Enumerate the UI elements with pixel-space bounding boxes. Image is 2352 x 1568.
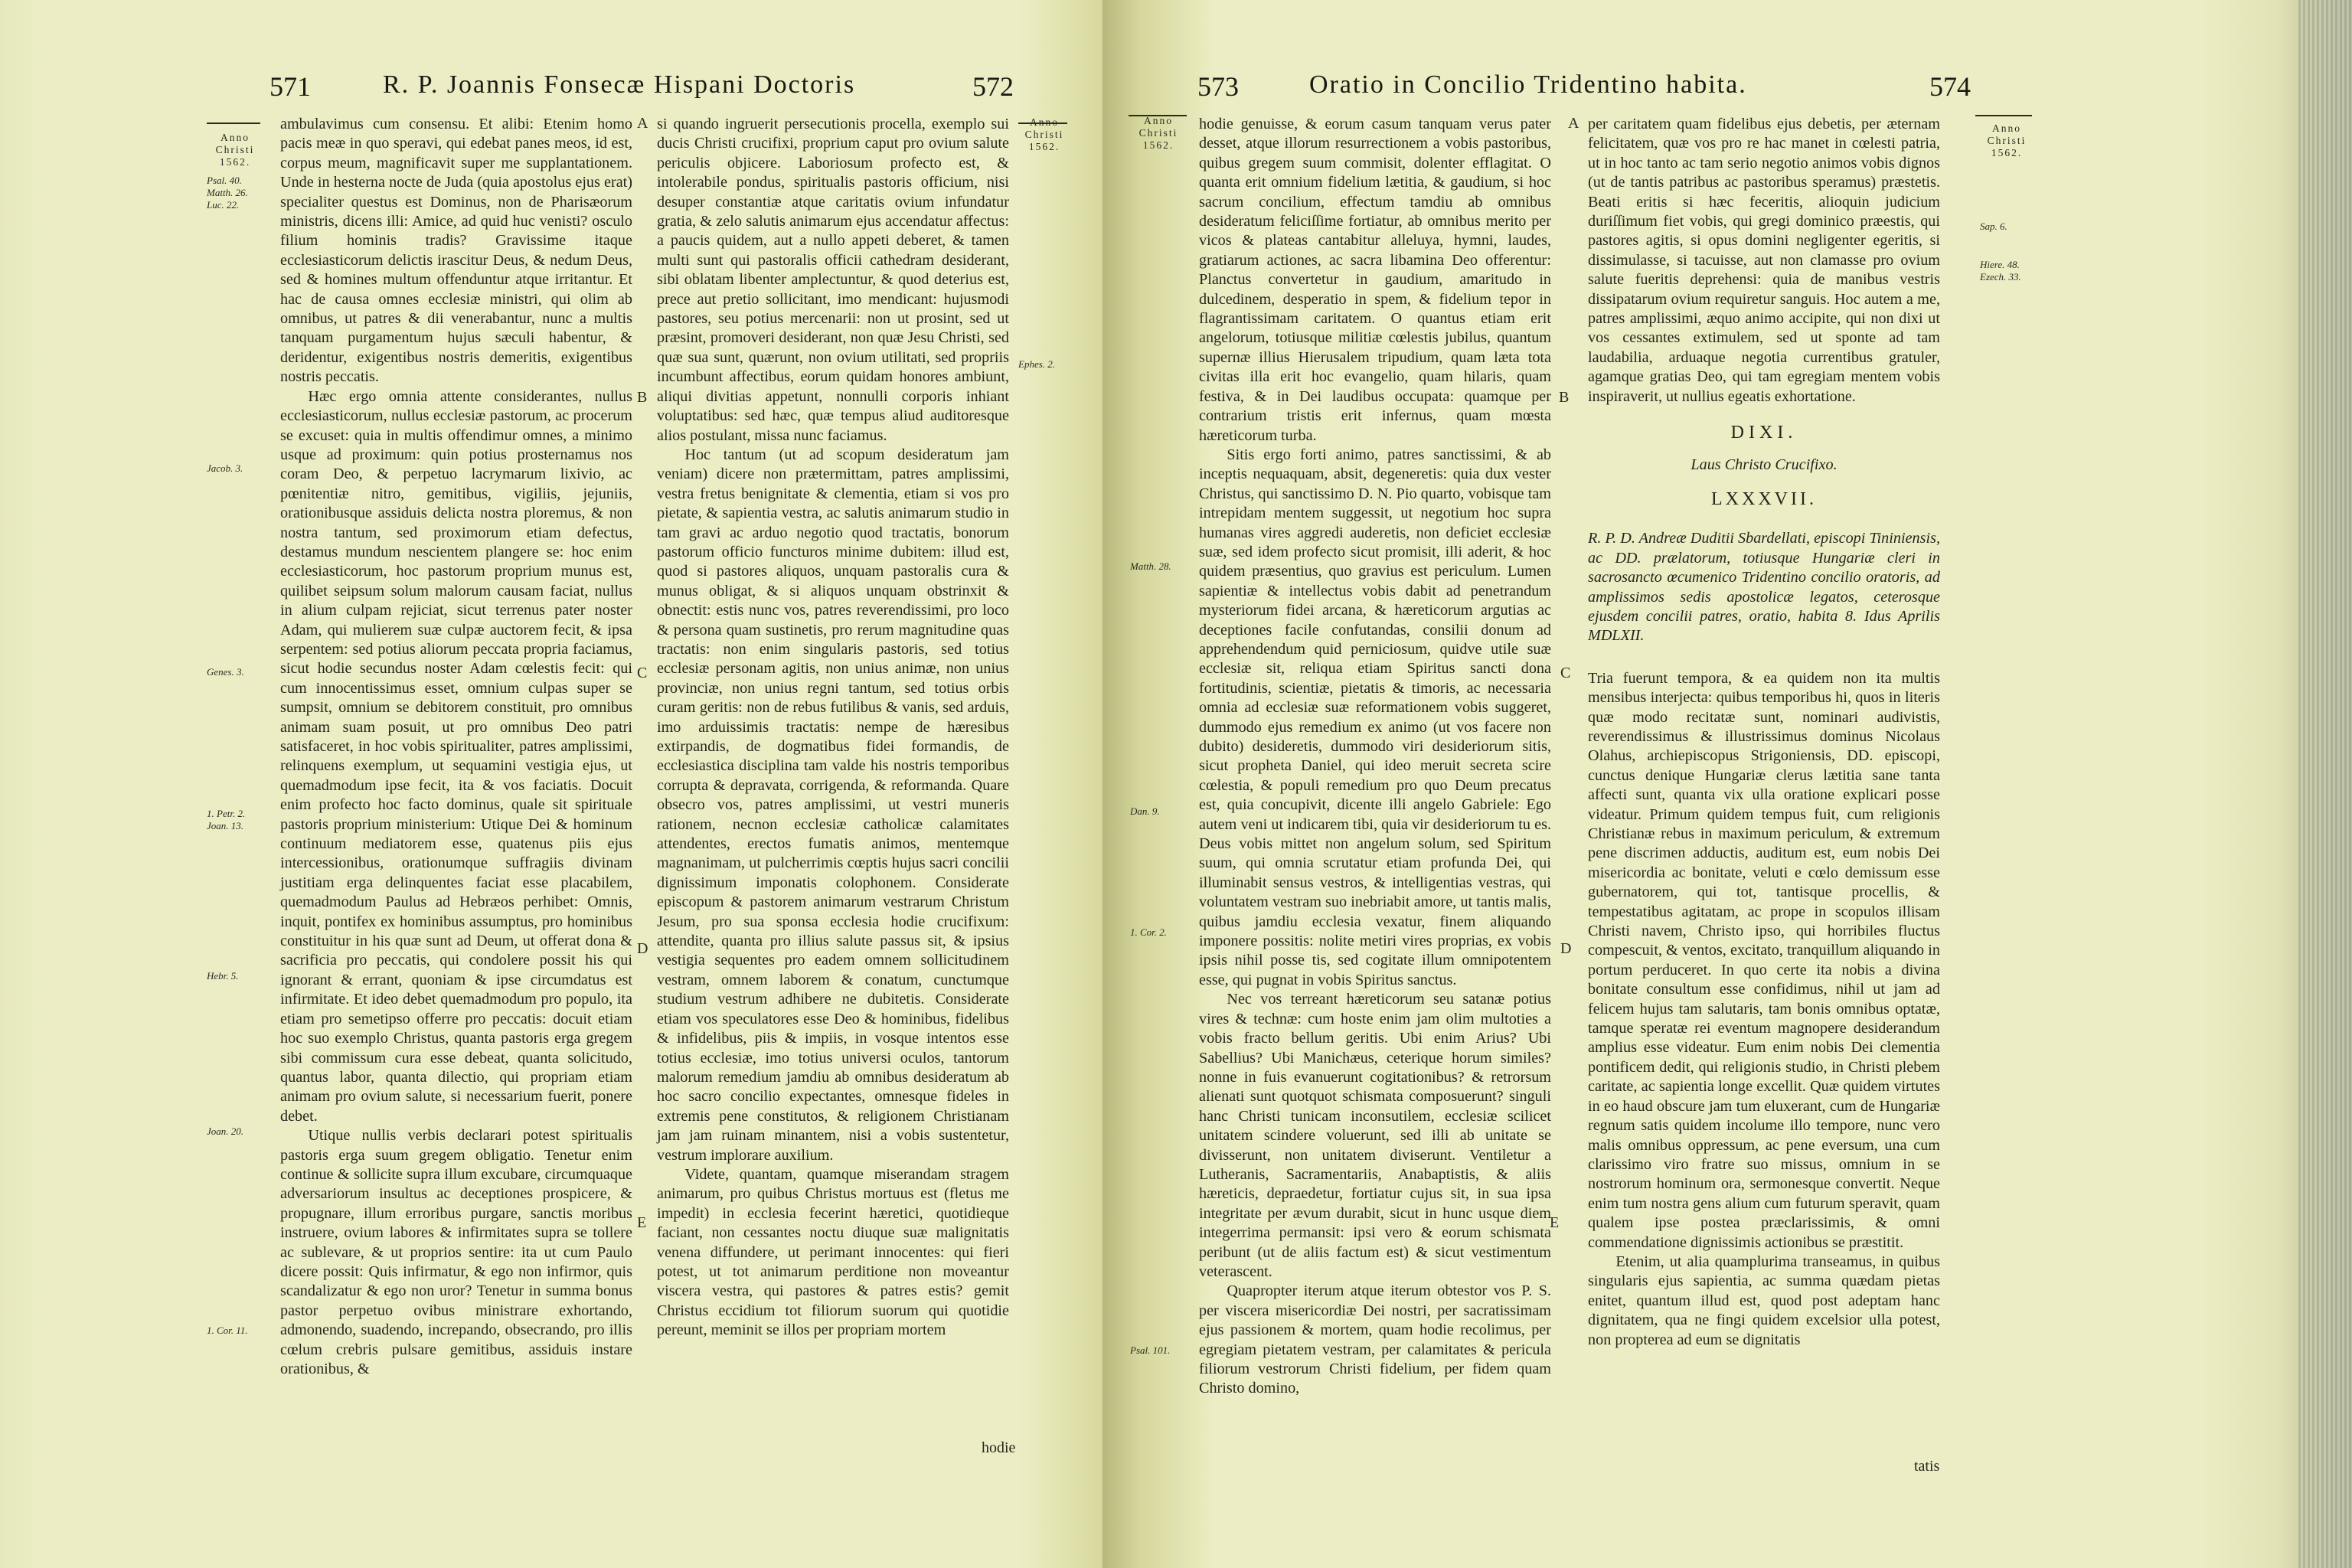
margin-ref: Hebr. 5. xyxy=(207,970,239,982)
paragraph: per caritatem quam fidelibus ejus debetis, per æternam felicitatem, quæ vos pro re hac manet in cœlesti patria, ut in hoc tanto ac tam serio negotio animos vobis dignos (ut de tantis patribus ac pastoribus speramus) præstetis. Beati eritis si hæc feceritis, alioquin judicium duriſſimum fiet vobis, qui gregi dominico præestis, qui pastores agitis, si opus domini negligenter egeritis, si dissimulasse, si tacuisse, aut non clamasse pro ovium salute fueritis deprehensi: quia de manibus vestris dissipatarum ovium requiretur sanguis. Hoc autem a me, patres amplissimi, æquo animo accipite, qui non dixi ut vos cessantes extimulem, sed ut sponte ad tam laudabilia, arduaque negotia currentibus gratuler, agamque gratias Deo, qui tam egregiam mentem vobis inspiraverit, ut nullius egeatis exhortatione. xyxy=(1588,116,1940,405)
section-letter: C xyxy=(1560,665,1571,681)
margin-ref: 1. Petr. 2. xyxy=(207,808,246,819)
paragraph: Videte, quantam, quamque miserandam stragem animarum, pro quibus Christus mortuus est (fletus me impedit) in ecclesia fecerint hæretici, quotidieque faciant, non cessantes noctu diuque suæ malignitatis venena diffundere, ut perimant innocentes: qui fieri potest, ut tot animarum perditione non moveantur viscera vestra, qui pastores & patres estis? gemit Christus eccidium tot filiorum suorum qui quotidie pereunt, meminit se illos per propriam mortem xyxy=(657,1165,1009,1339)
year-box xyxy=(205,132,265,168)
page-number: 571 xyxy=(270,71,311,102)
margin-ref: Ephes. 2. xyxy=(1018,358,1056,370)
paragraph: Quapropter iterum atque iterum obtestor vos P. S. per viscera misericordiæ Dei nostri, per sacratissimam ejus passionem & mortem, quam hodie recolimus, per egregiam pietatem vestram, per calamitates & pericula filiorum vestrorum Christi fidelium, per fidem quam Christo domino, xyxy=(1199,1282,1551,1397)
margin-ref: Sap. 6. xyxy=(1980,220,2007,232)
year-label: Anno xyxy=(1992,122,2021,134)
page-number: 572 xyxy=(972,71,1014,102)
year-label: Christi xyxy=(1024,129,1064,140)
year-value: 1562. xyxy=(1991,147,2023,158)
margin-ref: Matth. 28. xyxy=(1130,560,1171,572)
margin-ref: Matth. 26. xyxy=(207,187,248,198)
paragraph: hodie genuisse, & eorum casum tanquam verus pater desset, atque illorum resurrectionem a vobis pastoribus, quibus gregem suum commisit, dolenter efflagitat. O quanta erit omnium fidelium lætitia, & gaudium, si hoc sacrum concilium, effectum tamdiu ab omnibus desideratum feliciſſime fortiatur, ab omnibus merito per vicos & plateas cantabitur alleluya, hymni, laudes, gratiarum actiones, ac sacra libamina Deo offerentur: Planctus convertetur in gaudium, amaritudo in dulcedinem, desperatio in spem, & fidelium tepor in flagrantissimam caritatem. O quantus etiam erit angelorum, totiusque militiæ cœlestis jubilus, quantum supernæ illius Hierusalem tripudium, quam læta tota civitas illa erit hoc evangelio, quam hilaris, quam festiva, & in Dei laudibus occupata: quamque per contrarium tristis erit infernus, quam mœsta hæreticorum turba. xyxy=(1199,116,1551,444)
margin-ref: Genes. 3. xyxy=(207,666,244,678)
margin-ref: 1. Cor. 2. xyxy=(1130,926,1168,938)
margin-ref: Jacob. 3. xyxy=(207,462,243,474)
year-box xyxy=(1014,116,1074,153)
page-number: 573 xyxy=(1197,71,1239,102)
year-label: Christi xyxy=(1987,135,2027,146)
text-column-2 xyxy=(657,115,1009,1341)
margin-ref: Joan. 20. xyxy=(207,1125,244,1137)
section-letter: D xyxy=(1560,940,1572,957)
text-column-1 xyxy=(280,115,632,1379)
year-label: Anno xyxy=(220,132,250,143)
paragraph: Sitis ergo forti animo, patres sanctissimi, & ab inceptis nequaquam, absit, degeneretis: quia dux vester Christus, qui sanctissimo D. N. Pio quarto, vobisque tam intrepidam mentem suggessit, ut negotium hoc supra humanas vires aggredi auderetis, non deficiet ecclesiæ suæ, sed idem profecto sicut promisit, illi aderit, & hoc quidem præsentius, quo gravius est periculum. Lumen sapientiæ & intellectus vobis dabit ad penetrandum mysteriorum fidei arcana, & hæreticorum argutias ac deceptiones facile confutandas, consilii donum ad apprehendendum quid perniciosum, quidve utile suæ ecclesiæ sit, reliqua etiam Spiritus sancti dona fortitudinis, scientiæ, pietatis & timoris, ac necessaria omnia ad ecclesiæ suæ reformationem vobis suggeret, dummodo ejus remedium ex animo (ut vos facere non dubito) desideretis, dummodo viri desideriorum sitis, sicut propheta Daniel, qui ideo meruit secreta scire cœlestia, & populi remedium pro quo Deum precatus est, quia concupivit, dicente illi angelo Gabriele: Ego autem veni ut indicarem tibi, quia vir desideriorum tu es. Deus vobis mittet non angelum solum, sed Spiritum suum, qui omnia scrutatur etiam profunda Dei, qui illuminabit sensus vestros, & intelligentias vestras, qui voluntatem vestram suo inebriabit amore, ut tantis malis, quibus jamdiu ecclesia vexatur, finem aliquando imponere possitis: nolite metiri vires proprias, ex vobis ipsis nihil posse tis, sed cogitate illum omnipotentem esse, qui pugnat in vobis Spiritus sanctus. xyxy=(1199,446,1551,988)
section-letter: B xyxy=(637,389,648,406)
year-value: 1562. xyxy=(219,156,251,168)
paragraph: si quando ingruerit persecutionis procella, exemplo sui ducis Christi crucifixi, proprium caput pro ovium salute periculis objicere. Laboriosum profecto est, & intolerabile pondus, spiritualis pastoris officium, nisi desuper constantiæ atque caritatis ovium infundatur gratia, & zelo salutis animarum ejus accendatur affectus: a paucis quidem, aut a nullo appeti deberet, & tamen multi sunt qui pastoralis officii cathedram desiderant, sibi oblatam libenter amplectuntur, & quod deterius est, prece aut pretio sollicitant, imo mendicant: hujusmodi pastores, seu potius mercenarii: non ut prosint, sed ut præsint, promoveri desiderant, non quæ Jesu Christi, sed quæ sua sunt, quærunt, non ovium utilitati, sed propriis incumbunt affectibus, eorum quidam honores ambiunt, aliqui divitias appetunt, nonnulli corporis inhiant voluptatibus: sed hæc, quæ tempus aliud auditoresque alios postulant, missa nunc faciamus. xyxy=(657,116,1009,444)
left-page xyxy=(0,0,1133,1568)
paragraph: Etenim, ut alia quamplurima transeamus, in quibus singularis ejus sapientia, ac summa quædam pietas enitet, quantum illud est, quod post adeptam hanc dignitatem, qua ne fingi quidem excelsior ulla potest, non propterea ad eum se dignitatis xyxy=(1588,1253,1940,1348)
page-edges xyxy=(2298,0,2352,1568)
section-letter: A xyxy=(637,115,648,132)
section-letter: A xyxy=(1568,115,1579,132)
margin-ref: Psal. 101. xyxy=(1130,1344,1171,1356)
paragraph: Tria fuerunt tempora, & ea quidem non ita multis mensibus interjecta: quibus temporibus hi, quos in literis quæ modo recitatæ sunt, nominari audivistis, reverendissimus & illustrissimus dominus Nicolaus Olahus, archiepiscopus Strigoniensis, DD. episcopi, cunctus denique Hungariæ clerus lætitia sane tanta affecti sunt, quanta vix ulla oratione explicari posse videatur. Primum quidem tempus fuit, cum religionis Christianæ rebus in maximum periculum, & extremum pene discrimen adductis, auditum est, eum nobis Dei misericordia ac bonitate, veluti e cœlo demissum esse gubernatorem, qui tot, tantisque procellis, & tempestatibus agitatam, ac prope in scopulos illisam Christi navem, Christo ipso, qui horribiles fluctus compescuit, & ventos, excitato, tranquillum aliquando in portum perduceret. In quo certe ita nobis a divina bonitate consultum esse confidimus, nihil ut jam ad felicem hujus tam salutaris, tam bonis omnibus optatæ, tamque speratæ rei eventum magnopere desiderandum amplius esse videatur. Eum enim nobis Dei clementia pontificem dedit, qui religionis studio, in Christi plebem caritate, ac sapientia longe excellit. Quæ quidem virtutes in eo haud obscure jam tum eluxerant, cum de Hungariæ regnum satis quidem incolume illo tempore, nunc vero malis omnibus oppressum, ac pene eversum, una cum clarissimo viro fratre suo missus, omnium in se nostrorum hominum ora, sermonesque convertit. Neque enim tum nostra gens alium cum futurum speravit, quam qualem ipse postea præclarissimis, & omni commendatione dignissimis actionibus se præstitit. xyxy=(1588,669,1940,1251)
paragraph: ambulavimus cum consensu. Et alibi: Etenim homo pacis meæ in quo speravi, qui edebat panes meos, id est, corpus meum, magnificavit super me supplantationem. Unde in hesterna nocte de Juda (quia apostolus ejus erat) specialiter questus est Dominus, non de Pharisæorum ministris, dicens illi: Amice, ad quid huc venisti? osculo filium hominis tradis? Gravissime itaque ecclesiasticorum delictis irascitur Deus, & nedum Deus, sed & homines multum offenduntur atque irritantur. Et hac de causa omnes ecclesiæ ministri, qui olim ab omnibus, ut patres & dii venerabantur, nunc a multis tanquam purgamentum hujus sæculi habentur, & deridentur, exigentibus nostris demeritis, exigentibus nostris peccatis. xyxy=(280,116,632,386)
year-label: Anno xyxy=(1030,116,1059,128)
year-label: Christi xyxy=(1138,127,1178,139)
text-column-1 xyxy=(1199,115,1551,1399)
rule xyxy=(207,122,260,124)
margin-ref: 1. Cor. 11. xyxy=(207,1325,248,1336)
running-head: Oratio in Concilio Tridentino habita. xyxy=(1309,70,1747,99)
year-box xyxy=(1129,115,1188,152)
margin-ref: Dan. 9. xyxy=(1130,805,1160,817)
paragraph: Utique nullis verbis declarari potest spiritualis pastoris erga suum gregem obligatio. Tenetur enim continue & sollicite supra illum excubare, circumquaque adversariorum insultus ac deceptiones prospicere, & propugnare, illum erroribus purgare, sanctis moribus instruere, ovium labores & infirmitates supra se tollere ac sublevare, & ut proprios sentire: ita ut cum Paulo dicere possit: Quis infirmatur, & ego non infirmor, quis scandalizatur & ego non uror? Tenetur in summa bonus pastor perpetuo ovibus ministrare exhortando, admonendo, suadendo, increpando, obsecrando, pro illis cœlum crebris pulsare gemitibus, assiduis instare orationibus, & xyxy=(280,1127,632,1377)
catchword: hodie xyxy=(982,1439,1016,1456)
dixi: DIXI. xyxy=(1730,423,1798,443)
year-label: Anno xyxy=(1144,115,1173,126)
section-letter: C xyxy=(637,665,648,681)
margin-ref: Psal. 40. xyxy=(207,175,242,186)
margin-ref: Ezech. 33. xyxy=(1980,271,2021,283)
margin-ref: Joan. 13. xyxy=(207,820,244,831)
section-letter: E xyxy=(637,1214,647,1231)
year-label: Christi xyxy=(215,144,255,155)
section-letter: E xyxy=(1550,1214,1560,1231)
margin-ref: Luc. 22. xyxy=(207,199,240,211)
year-box xyxy=(1977,122,2037,159)
year-value: 1562. xyxy=(1028,141,1060,152)
running-head: R. P. Joannis Fonsecæ Hispani Doctoris xyxy=(383,70,856,99)
laus-line: Laus Christo Crucifixo. xyxy=(1690,456,1838,473)
right-page xyxy=(1102,0,2352,1568)
rule xyxy=(1975,115,2032,116)
margin-ref: Hiere. 48. xyxy=(1980,259,2020,270)
item-number: LXXXVII. xyxy=(1711,488,1817,509)
section-letter: B xyxy=(1559,389,1570,406)
paragraph: Hæc ergo omnia attente considerantes, nullus ecclesiasticorum, nullus ecclesiæ pastorum, ac procerum se excuset: quia in multis offendimur omnes, a minimo usque ad proximum: quin potius prosternamus nos coram Deo, & perpetuo lacrymarum lixivio, ac pœnitentiæ nitro, gemitibus, vigiliis, jejuniis, orationibusque assiduis delicta nostra ploremus, & non nostra tantum, sed proximorum etiam defectus, destamus mundum nescientem plangere se: hoc enim ecclesiasticorum, hoc pastorum proprium munus est, quilibet seipsum solum malorum causam faciat, nullus in alium culpam rejiciat, sicut terrenus pater noster Adam, qui mulierem suæ culpæ auctorem fecit, & ipsa serpentem: sed potius aliorum peccata propria faciamus, sicut hodie secundus noster Adam cœlestis fecit: qui cum innocentissimus esset, omnium culpas super se sumpsit, omnium se debitorem constituit, pro omnibus animam suam posuit, ut pro omnibus Deo patri satisfaceret, in hoc vobis spiritualiter, patres amplissimi, relinquens exemplum, ut sequamini vestigia ejus, ut quemadmodum ipse fecit, ita & vos faciatis. Docuit enim profecto hoc facto dominus, quale sit spirituale pastoris proprium ministerium: Utique Dei & hominum continuum mediatorem esse, quatenus piis ejus intercessionibus, orationumque suffragiis divinam justitiam erga delinquentes faciat esse placabilem, quemadmodum Paulus ad Hebræos perhibet: Omnis, inquit, pontifex ex hominibus assumptus, pro hominibus constituitur in his quæ sunt ad Deum, ut offerat dona & sacrificia pro peccatis, qui condolere possit his qui ignorant & errant, quoniam & ipse circumdatus est infirmitate. Et ideo debet quemadmodum pro populo, ita etiam pro semetipso offerre pro peccatis: docuit etiam hoc suo exemplo Christus, quanta pastoris erga gregem sibi commissum cura esse debeat, quanta solicitudo, quantus labor, quanta dilectio, qui propriam etiam animam pro ovium salute, si necessarium fuerit, ponere debet. xyxy=(280,387,632,1125)
oration-heading: R. P. D. Andreæ Duditii Sbardellati, episcopi Tininiensis, ac DD. prælatorum, totiusque Hungariæ cleri in sacrosancto œcumenico Tridentino concilio oratoris, ad amplissimos sedis apostolicæ legatos, ceterosque ejusdem concilii patres, oratio, habita 8. Idus Aprilis MDLXII. xyxy=(1588,530,1940,645)
paragraph: Nec vos terreant hæreticorum seu satanæ potius vires & technæ: cum hoste enim jam olim multoties a vobis fracto bellum geritis. Ubi enim Arius? Ubi Sabellius? Ubi Manichæus, ceterique horum similes? nonne in fuis evanuerunt cogitationibus? & retrorsum alienati sunt quotquot schismata composuerunt? singuli hanc Christi tunicam inconsutilem, ecclesiæ scilicet unitatem scindere voluerunt, sed illi ab unitate se divisserunt, non unitatem diviserunt. Ventiletur a Lutheranis, Sacramentariis, Anabaptistis, & aliis hæreticis, depraedetur, fortiatur cujus sit, in sua ipsa integritate per ævum durabit, sicut in hunc usque diem integerrima permansit: ipsi vero & eorum schismata peribunt (ut de aliis factum est) & sicut vestimentum veterascent. xyxy=(1199,991,1551,1280)
paragraph: Hoc tantum (ut ad scopum desideratum jam veniam) dicere non prætermittam, patres amplissimi, vestra fretus benignitate & clementia, etiam si vos pro pietate, & sapientia vestra, ac salutis animarum studio in tam gravi ac arduo negotio quod tractatis, bonorum pastorum officio functuros minime dubitem: illud est, quod si pastores aliquos, unquam pastoralis cura & munus obligat, & si aliquos unquam obstrinxit & obnectit: estis nunc vos, patres reverendissimi, pro loco & persona quam sustinetis, pro rerum magnitudine quas tractatis: non enim singularis pastoris, sed totius ecclesiæ personam agitis, non unius animæ, non unius provinciæ, non unius regni tantum, sed totius orbis curam geritis: non de rebus futilibus & vanis, sed arduis, imo arduissimis tractatis: nempe de hæresibus extirpandis, de dogmatibus fidei formandis, de ecclesiastica disciplina tam valde his nostris temporibus corrupta & depravata, corrigenda, & reformanda. Quare obsecro vos, patres amplissimi, ut vestri muneris rationem, necnon ecclesiæ catholicæ calamitates attendentes, erectos fumatis animos, mentemque magnanimam, ut pulcherrimis cœptis hujus sacri concilii dignissimum imponatis colophonem. Considerate episcopum & pastorem animarum vestrarum Christum Jesum, pro sua sponsa ecclesia hodie crucifixum: attendite, quanta pro illius salute passus sit, & ipsius vestigia sequentes pro eadem omnem sollicitudinem vestram, omnem laborem & conatum, cunctumque studium vestrum adhibere ne dubitetis. Considerate etiam vos speculatores esse Deo & hominibus, fidelibus & infidelibus, piis & impiis, in vosque intentos esse totius ecclesiæ, imo totius universi oculos, tantorum malorum remedium jamdiu ab omnibus desideratum ab hoc sacro concilio expectantes, omnesque fideles in extremis pene constitutos, & religionem Christianam jam jam ruinam minantem, nisi a vobis sustentetur, vestrum implorare auxilium. xyxy=(657,446,1009,1164)
page-number: 574 xyxy=(1929,71,1971,102)
year-value: 1562. xyxy=(1142,139,1174,151)
section-letter: D xyxy=(637,940,648,957)
catchword: tatis xyxy=(1914,1458,1940,1475)
text-column-2 xyxy=(1588,115,1940,1350)
